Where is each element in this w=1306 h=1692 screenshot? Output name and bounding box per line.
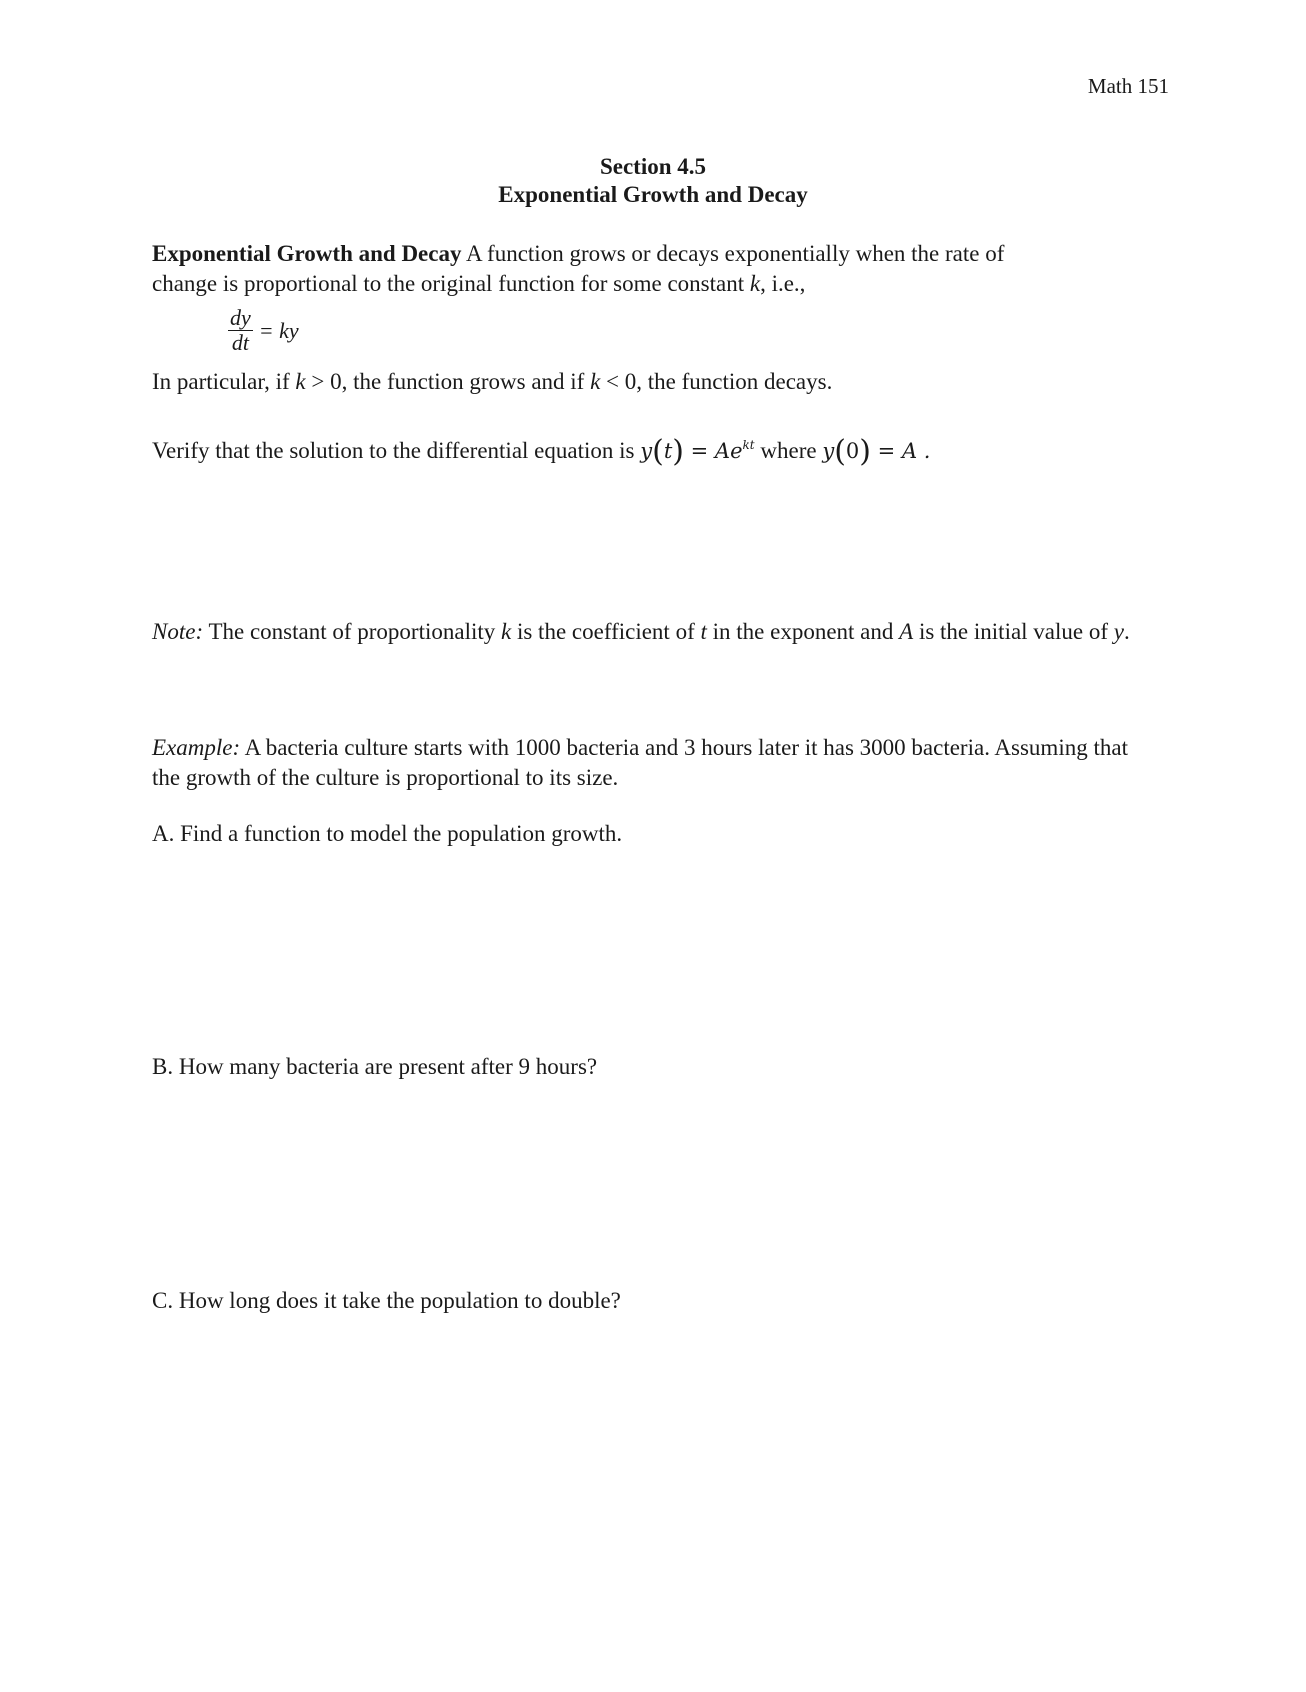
note-paragraph bbox=[152, 617, 1152, 647]
page-title bbox=[0, 153, 1306, 209]
verify-paragraph bbox=[152, 430, 1152, 467]
equation-rhs: = ky bbox=[258, 317, 299, 343]
definition-text-2: change is proportional to the original function for some constant bbox=[152, 271, 750, 296]
var-y: y bbox=[822, 439, 835, 463]
example-paragraph bbox=[152, 733, 1152, 793]
formula-rhs: = Ae bbox=[683, 439, 743, 463]
fraction-numerator: dy bbox=[230, 305, 251, 330]
var-y: y bbox=[640, 439, 653, 463]
example-label: Example: bbox=[152, 735, 241, 760]
particular-paragraph bbox=[152, 367, 1152, 397]
derivative-fraction bbox=[228, 306, 253, 355]
where-text: where bbox=[754, 438, 823, 463]
note-text-2: is the coefficient of bbox=[511, 619, 701, 644]
differential-equation bbox=[228, 306, 299, 355]
zero-value: 0 bbox=[845, 439, 860, 463]
note-text-1: The constant of proportionality bbox=[203, 619, 501, 644]
question-a: A. Find a function to model the population growth. bbox=[152, 821, 623, 846]
particular-text-1: In particular, if bbox=[152, 369, 296, 394]
var-t: t bbox=[663, 439, 673, 463]
definition-paragraph bbox=[152, 239, 1152, 299]
note-text-3: in the exponent and bbox=[706, 619, 900, 644]
note-text-4: is the initial value of bbox=[913, 619, 1114, 644]
constant-k: k bbox=[295, 369, 306, 394]
question-b: B. How many bacteria are present after 9 hours? bbox=[152, 1054, 598, 1079]
definition-text-1: A function grows or decays exponentially when the rate of bbox=[461, 241, 1005, 266]
section-topic: Exponential Growth and Decay bbox=[498, 182, 808, 207]
constant-k: k bbox=[501, 619, 512, 644]
example-text: A bacteria culture starts with 1000 bacteria and 3 hours later it has 3000 bacteria. Assuming that the growth of the culture is proportional to its size. bbox=[152, 735, 1128, 790]
particular-text-2: > 0, the function grows and if bbox=[305, 369, 591, 394]
section-number: Section 4.5 bbox=[599, 154, 707, 179]
note-text-5: . bbox=[1124, 619, 1130, 644]
initial-rhs: = A . bbox=[871, 439, 931, 463]
solution-formula: $y(t) = Ae^{kt}$ bbox=[640, 434, 755, 469]
initial-condition: y(0) = A . bbox=[822, 434, 931, 469]
var-A: A bbox=[899, 619, 914, 644]
constant-k: k bbox=[749, 271, 761, 296]
var-t: t bbox=[700, 619, 707, 644]
note-label: Note: bbox=[152, 619, 204, 644]
fraction-denominator: dt bbox=[231, 330, 249, 355]
constant-k: k bbox=[590, 369, 601, 394]
definition-text-3: , i.e., bbox=[760, 271, 806, 296]
definition-term: Exponential Growth and Decay bbox=[152, 241, 462, 266]
course-header: Math 151 bbox=[1087, 74, 1169, 98]
verify-text: Verify that the solution to the differential equation is bbox=[152, 438, 641, 463]
exponent: kt bbox=[742, 438, 755, 452]
particular-text-3: < 0, the function decays. bbox=[600, 369, 833, 394]
question-c: C. How long does it take the population to double? bbox=[152, 1288, 621, 1313]
var-y: y bbox=[1113, 619, 1124, 644]
